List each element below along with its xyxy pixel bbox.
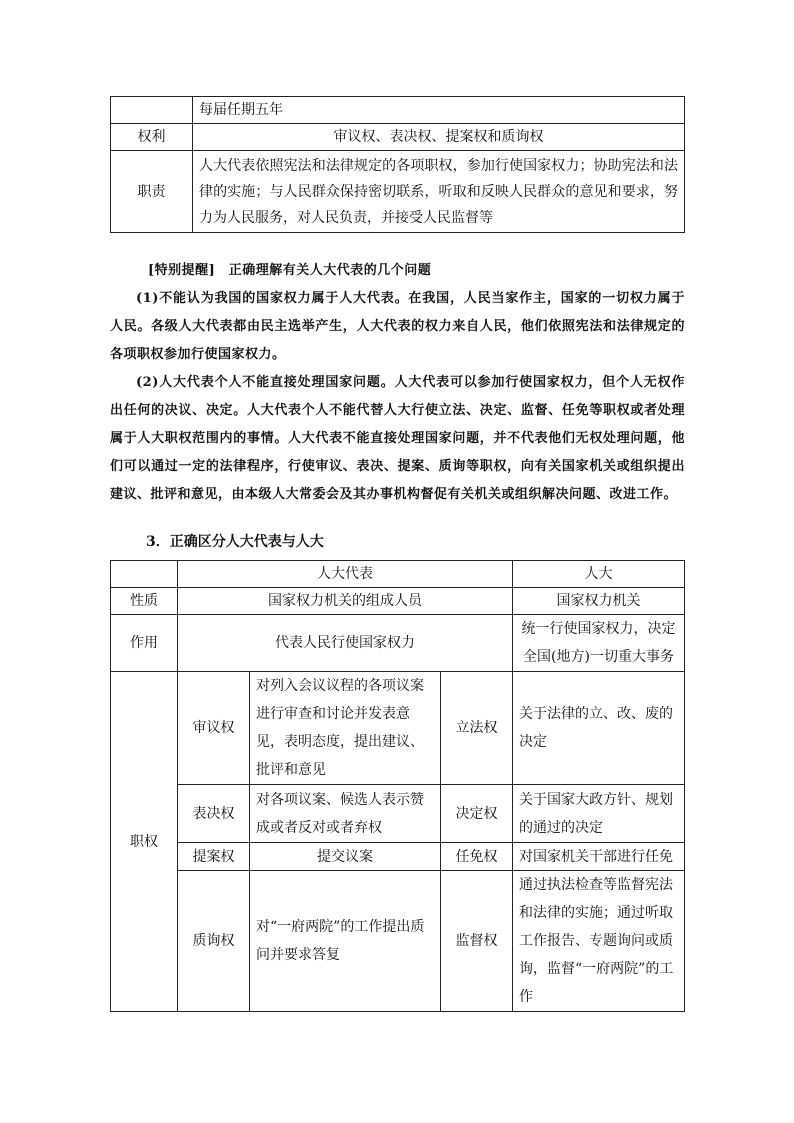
duties-value-cell: 人大代表依照宪法和法律规定的各项职权，参加行使国家权力；协助宪法和法律的实施；与人民群众保持密切联系，听取和反映人民群众的意见和要求，努力为人民服务，对人民负责，并接受人民监督等 [193, 151, 685, 233]
delegate-vs-congress-table [110, 560, 685, 1012]
power-desc-proposal: 提交议案 [250, 843, 441, 871]
special-reminder-body [110, 285, 685, 509]
power-desc-inquiry: 对“一府两院”的工作提出质问并要求答复 [250, 871, 441, 1012]
special-reminder-title: [特别提醒] 正确理解有关人大代表的几个问题 [148, 263, 432, 278]
term-value-cell: 每届任期五年 [193, 97, 685, 124]
power-name-appointment: 任免权 [441, 843, 513, 871]
power-desc-decision: 关于国家大政方针、规划的通过的决定 [513, 785, 685, 843]
duties-label-cell: 职责 [111, 151, 193, 233]
reminder-paragraph-1: (1)不能认为我国的国家权力属于人大代表。在我国，人民当家作主，国家的一切权力属于人民。各级人大代表都由民主选举产生，人大代表的权力来自人民，他们依照宪法和法律规定的各项职权参加行使国家权力。 [110, 291, 685, 362]
power-desc-supervision: 通过执法检查等监督宪法和法律的实施；通过听取工作报告、专题询问或质询，监督“一府两院”的工作 [513, 871, 685, 1012]
power-name-deliberation: 审议权 [178, 672, 250, 785]
powers-label: 职权 [111, 672, 178, 1012]
power-desc-legislation: 关于法律的立、改、废的决定 [513, 672, 685, 785]
power-name-legislation: 立法权 [441, 672, 513, 785]
power-name-inquiry: 质询权 [178, 871, 250, 1012]
delegate-info-table [110, 96, 685, 233]
power-name-decision: 决定权 [441, 785, 513, 843]
power-name-voting: 表决权 [178, 785, 250, 843]
role-congress: 统一行使国家权力，决定全国(地方)一切重大事务 [513, 615, 685, 672]
rights-value-cell: 审议权、表决权、提案权和质询权 [193, 124, 685, 151]
rights-label-cell: 权利 [111, 124, 193, 151]
nature-congress: 国家权力机关 [513, 588, 685, 615]
header-congress: 人大 [513, 561, 685, 588]
header-empty-cell [111, 561, 178, 588]
role-delegate: 代表人民行使国家权力 [178, 615, 513, 672]
power-desc-voting: 对各项议案、候选人表示赞成或者反对或者弃权 [250, 785, 441, 843]
header-delegate: 人大代表 [178, 561, 513, 588]
power-name-supervision: 监督权 [441, 871, 513, 1012]
power-name-proposal: 提案权 [178, 843, 250, 871]
term-label-cell [111, 97, 193, 124]
power-desc-appointment: 对国家机关干部进行任免 [513, 843, 685, 871]
nature-label: 性质 [111, 588, 178, 615]
power-desc-deliberation: 对列入会议议程的各项议案进行审查和讨论并发表意见，表明态度，提出建议、批评和意见 [250, 672, 441, 785]
role-label: 作用 [111, 615, 178, 672]
nature-delegate: 国家权力机关的组成人员 [178, 588, 513, 615]
section-3-heading: 3．正确区分人大代表与人大 [146, 534, 324, 550]
reminder-paragraph-2: (2)人大代表个人不能直接处理国家问题。人大代表可以参加行使国家权力，但个人无权作出任何的决议、决定。人大代表个人不能代替人大行使立法、决定、监督、任免等职权或者处理属于人大职权范围内的事情。人大代表不能直接处理国家问题，并不代表他们无权处理问题，他们可以通过一定的法律程序，行使审议、表决、提案、质询等职权，向有关国家机关或组织提出建议、批评和意见，由本级人大常委会及其办事机构督促有关机关或组织解决问题、改进工作。 [110, 375, 685, 502]
